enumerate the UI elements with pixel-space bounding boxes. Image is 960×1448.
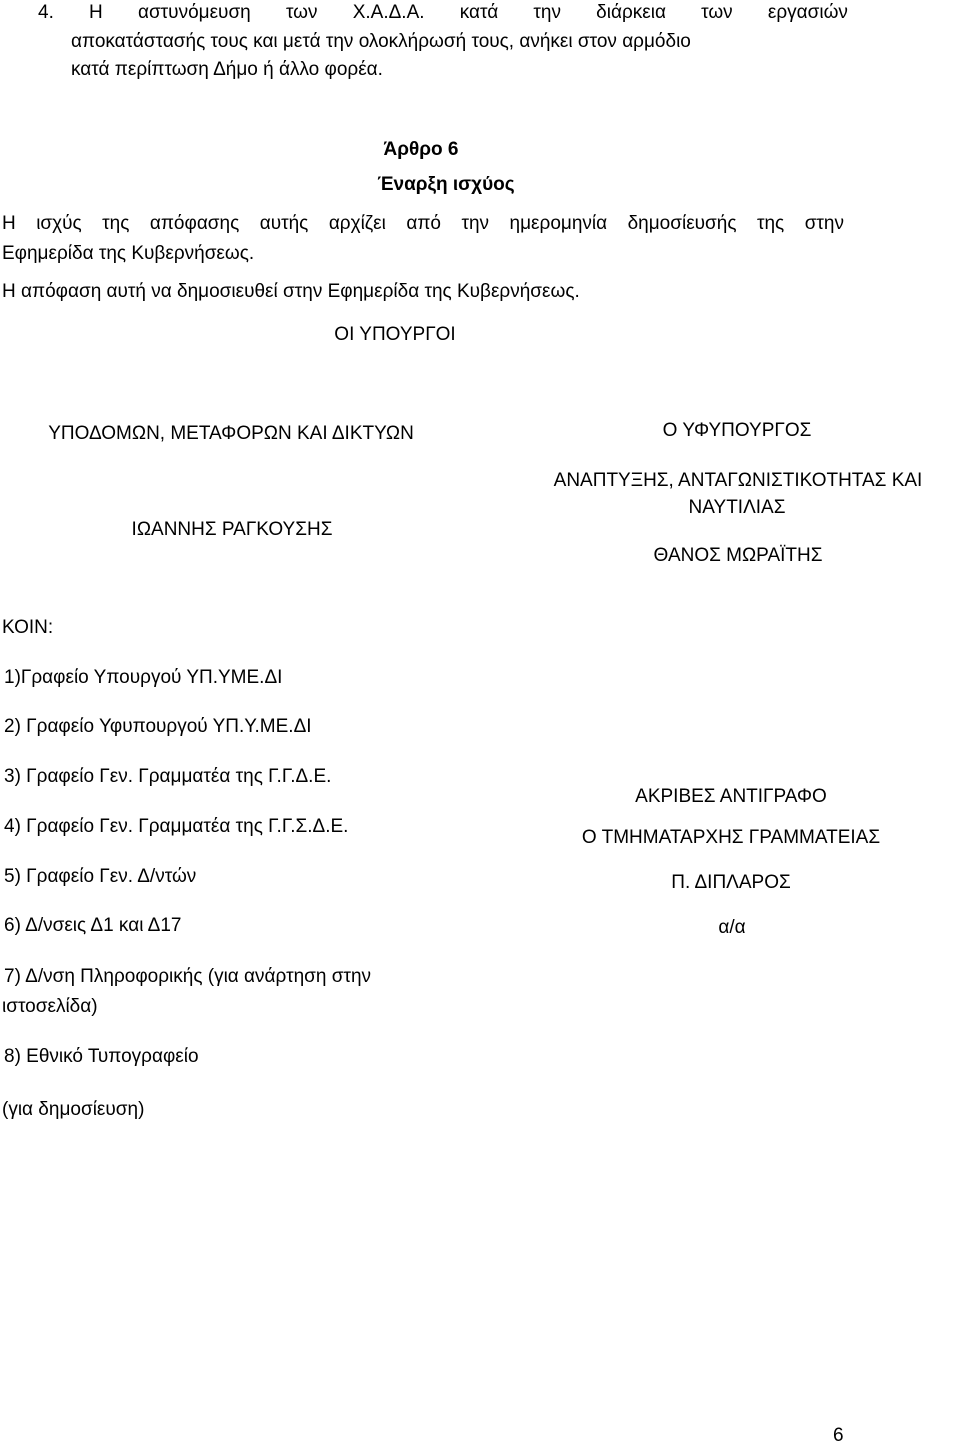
- certifier-name: Π. ΔΙΠΛΑΡΟΣ: [671, 872, 791, 893]
- word: αρχίζει: [328, 213, 386, 234]
- article4-line1: [38, 2, 848, 25]
- word: αστυνόμευση: [137, 2, 251, 23]
- page-number: 6: [833, 1425, 844, 1446]
- word: εργασιών: [767, 2, 848, 23]
- deputy-minister-role: Ο ΥΦΥΠΟΥΡΓΟΣ: [662, 420, 812, 441]
- word: κατά: [459, 2, 499, 23]
- distribution-item: 4) Γραφείο Γεν. Γραμματέα της Γ.Γ.Σ.Δ.Ε.: [4, 816, 349, 837]
- article4-line2: αποκατάστασής τους και μετά την ολοκλήρωσή τους, ανήκει στον αρμόδιο: [71, 31, 691, 52]
- word: δημοσίευσής: [627, 213, 737, 234]
- distribution-item: 5) Γραφείο Γεν. Δ/ντών: [4, 866, 197, 887]
- word: ημερομηνία: [509, 213, 608, 234]
- minister-left-title: ΥΠΟΔΟΜΩΝ, ΜΕΤΑΦΟΡΩΝ ΚΑΙ ΔΙΚΤΥΩΝ: [48, 423, 414, 444]
- deputy-minister-title-line1: ΑΝΑΠΤΥΞΗΣ, ΑΝΤΑΓΩΝΙΣΤΙΚΟΤΗΤΑΣ ΚΑΙ: [553, 470, 923, 491]
- distribution-item: 8) Εθνικό Τυπογραφείο: [4, 1046, 199, 1067]
- deputy-minister-name: ΘΑΝΟΣ ΜΩΡΑΪΤΗΣ: [653, 545, 823, 566]
- word: διάρκεια: [596, 2, 666, 23]
- article6-para1-line1: [2, 213, 844, 236]
- article4-line3: κατά περίπτωση Δήμο ή άλλο φορέα.: [71, 59, 383, 80]
- word: των: [701, 2, 733, 23]
- distribution-item: 3) Γραφείο Γεν. Γραμματέα της Γ.Γ.Δ.Ε.: [4, 766, 332, 787]
- word: ισχύς: [36, 213, 82, 234]
- word: από: [406, 213, 442, 234]
- word: Η: [89, 2, 103, 23]
- certifier-role: Ο ΤΜΗΜΑΤΑΡΧΗΣ ΓΡΑΜΜΑΤΕΙΑΣ: [581, 827, 881, 848]
- ministers-heading: ΟΙ ΥΠΟΥΡΓΟΙ: [334, 324, 456, 345]
- minister-left-name: ΙΩΑΝΝΗΣ ΡΑΓΚΟΥΣΗΣ: [131, 519, 333, 540]
- word: Η: [2, 213, 16, 234]
- word: 4.: [38, 2, 54, 23]
- word: απόφασης: [149, 213, 240, 234]
- word: των: [285, 2, 318, 23]
- word: στην: [804, 213, 844, 234]
- certifier-note: α/α: [718, 917, 746, 938]
- word: την: [461, 213, 490, 234]
- word: την: [533, 2, 561, 23]
- distribution-item: ιστοσελίδα): [2, 996, 98, 1017]
- distribution-item: 6) Δ/νσεις Δ1 και Δ17: [4, 915, 182, 936]
- deputy-minister-title-line2: ΝΑΥΤΙΛΙΑΣ: [688, 497, 786, 518]
- word: της: [756, 213, 785, 234]
- certified-copy-label: ΑΚΡΙΒΕΣ ΑΝΤΙΓΡΑΦΟ: [635, 786, 827, 807]
- distribution-item: 2) Γραφείο Υφυπουργού ΥΠ.Υ.ΜΕ.ΔΙ: [4, 716, 312, 737]
- article6-para2: Η απόφαση αυτή να δημοσιευθεί στην Εφημερίδα της Κυβερνήσεως.: [2, 281, 580, 302]
- word: αυτής: [259, 213, 309, 234]
- word: της: [102, 213, 130, 234]
- distribution-item: 1)Γραφείο Υπουργού ΥΠ.ΥΜΕ.ΔΙ: [4, 667, 283, 688]
- word: Χ.Α.Δ.Α.: [352, 2, 425, 23]
- distribution-item: (για δημοσίευση): [2, 1099, 145, 1120]
- distribution-item: 7) Δ/νση Πληροφορικής (για ανάρτηση στην: [4, 966, 372, 987]
- article-title: Έναρξη ισχύος: [377, 174, 515, 195]
- distribution-label: ΚΟΙΝ:: [2, 617, 54, 638]
- article6-para1-line2: Εφημερίδα της Κυβερνήσεως.: [2, 243, 255, 264]
- article-number: Άρθρο 6: [383, 139, 459, 160]
